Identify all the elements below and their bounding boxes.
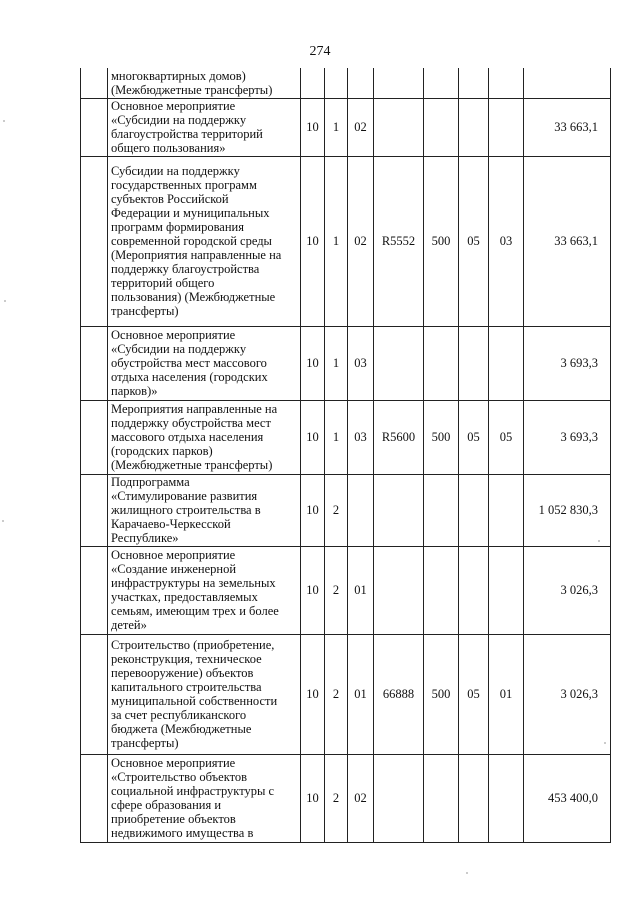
subsection-code: 1 <box>325 98 348 156</box>
division-code <box>459 546 489 634</box>
subdivision-code <box>489 546 524 634</box>
target-article-code: R5600 <box>374 400 424 474</box>
target-article-code <box>374 326 424 400</box>
section-code: 10 <box>301 98 325 156</box>
table-row <box>81 634 611 754</box>
subsection-code <box>325 68 348 98</box>
amount-cell: 1 052 830,3 <box>524 474 611 546</box>
amount-cell: 3 026,3 <box>524 546 611 634</box>
section-code: 10 <box>301 474 325 546</box>
target-article-code <box>374 98 424 156</box>
subdivision-code: 01 <box>489 634 524 754</box>
section-code: 10 <box>301 754 325 842</box>
item-name-cell: Мероприятия направленные на поддержку обустройства мест массового отдыха населения (городских парков) (Межбюджетные трансферты) <box>108 400 301 474</box>
amount-cell: 3 693,3 <box>524 400 611 474</box>
expense-type-code <box>424 474 459 546</box>
row-number-cell <box>81 98 108 156</box>
row-number-cell <box>81 546 108 634</box>
item-name-cell: Подпрограмма «Стимулирование развития жилищного строительства в Карачаево-Черкесской Республике» <box>108 474 301 546</box>
program-code <box>348 474 374 546</box>
program-code: 02 <box>348 754 374 842</box>
page-number: 274 <box>309 44 331 59</box>
expense-type-code <box>424 546 459 634</box>
program-code <box>348 68 374 98</box>
table-row <box>81 326 611 400</box>
target-article-code <box>374 754 424 842</box>
target-article-code: R5552 <box>374 156 424 326</box>
item-name-cell: Основное мероприятие «Субсидии на поддержку обустройства мест массового отдыха населения (городских парков)» <box>108 326 301 400</box>
subdivision-code <box>489 98 524 156</box>
item-name-cell: Основное мероприятие «Субсидии на поддержку благоустройства территорий общего пользования» <box>108 98 301 156</box>
program-code: 02 <box>348 156 374 326</box>
table-row <box>81 98 611 156</box>
expense-type-code: 500 <box>424 156 459 326</box>
table-row <box>81 754 611 842</box>
division-code: 05 <box>459 156 489 326</box>
subsection-code: 2 <box>325 754 348 842</box>
table-body <box>81 68 611 842</box>
row-number-cell <box>81 634 108 754</box>
program-code: 01 <box>348 546 374 634</box>
program-code: 03 <box>348 326 374 400</box>
target-article-code <box>374 68 424 98</box>
subdivision-code <box>489 474 524 546</box>
item-name-cell: Строительство (приобретение, реконструкция, техническое перевооружение) объектов капитального строительства муниципальной собственности за счет республиканского бюджета (Межбюджетные трансферты) <box>108 634 301 754</box>
expense-type-code <box>424 754 459 842</box>
division-code <box>459 754 489 842</box>
amount-cell: 3 026,3 <box>524 634 611 754</box>
expense-type-code: 500 <box>424 634 459 754</box>
subsection-code: 2 <box>325 474 348 546</box>
section-code: 10 <box>301 156 325 326</box>
division-code <box>459 326 489 400</box>
budget-table <box>80 68 611 843</box>
amount-cell: 453 400,0 <box>524 754 611 842</box>
division-code: 05 <box>459 400 489 474</box>
expense-type-code <box>424 68 459 98</box>
expense-type-code <box>424 326 459 400</box>
subdivision-code <box>489 754 524 842</box>
item-name-cell: Субсидии на поддержку государственных программ субъектов Российской Федерации и муниципальных программ формирования современной городской среды (Мероприятия направленные на поддержку благоустройства территорий общего пользования) (Межбюджетные трансферты) <box>108 156 301 326</box>
row-number-cell <box>81 68 108 98</box>
expense-type-code <box>424 98 459 156</box>
target-article-code: 66888 <box>374 634 424 754</box>
amount-cell: 3 693,3 <box>524 326 611 400</box>
subdivision-code: 03 <box>489 156 524 326</box>
item-name-cell: Основное мероприятие «Создание инженерной инфраструктуры на земельных участках, предоставляемых семьям, имеющим трех и более детей» <box>108 546 301 634</box>
subdivision-code <box>489 326 524 400</box>
subsection-code: 1 <box>325 400 348 474</box>
division-code <box>459 474 489 546</box>
section-code: 10 <box>301 400 325 474</box>
amount-cell: 33 663,1 <box>524 98 611 156</box>
row-number-cell <box>81 474 108 546</box>
section-code: 10 <box>301 546 325 634</box>
row-number-cell <box>81 400 108 474</box>
subsection-code: 1 <box>325 326 348 400</box>
subdivision-code: 05 <box>489 400 524 474</box>
program-code: 02 <box>348 98 374 156</box>
table-row <box>81 156 611 326</box>
division-code <box>459 98 489 156</box>
table-row <box>81 68 611 98</box>
subsection-code: 2 <box>325 546 348 634</box>
section-code <box>301 68 325 98</box>
row-number-cell <box>81 754 108 842</box>
section-code: 10 <box>301 634 325 754</box>
target-article-code <box>374 474 424 546</box>
subsection-code: 2 <box>325 634 348 754</box>
amount-cell <box>524 68 611 98</box>
row-number-cell <box>81 156 108 326</box>
table-row <box>81 474 611 546</box>
section-code: 10 <box>301 326 325 400</box>
table-row <box>81 400 611 474</box>
division-code <box>459 68 489 98</box>
item-name-cell: Основное мероприятие «Строительство объектов социальной инфраструктуры с сфере образования и приобретение объектов недвижимого имущества в <box>108 754 301 842</box>
program-code: 03 <box>348 400 374 474</box>
amount-cell: 33 663,1 <box>524 156 611 326</box>
item-name-cell: многоквартирных домов) (Межбюджетные трансферты) <box>108 68 301 98</box>
expense-type-code: 500 <box>424 400 459 474</box>
subsection-code: 1 <box>325 156 348 326</box>
division-code: 05 <box>459 634 489 754</box>
program-code: 01 <box>348 634 374 754</box>
subdivision-code <box>489 68 524 98</box>
row-number-cell <box>81 326 108 400</box>
table-row <box>81 546 611 634</box>
target-article-code <box>374 546 424 634</box>
